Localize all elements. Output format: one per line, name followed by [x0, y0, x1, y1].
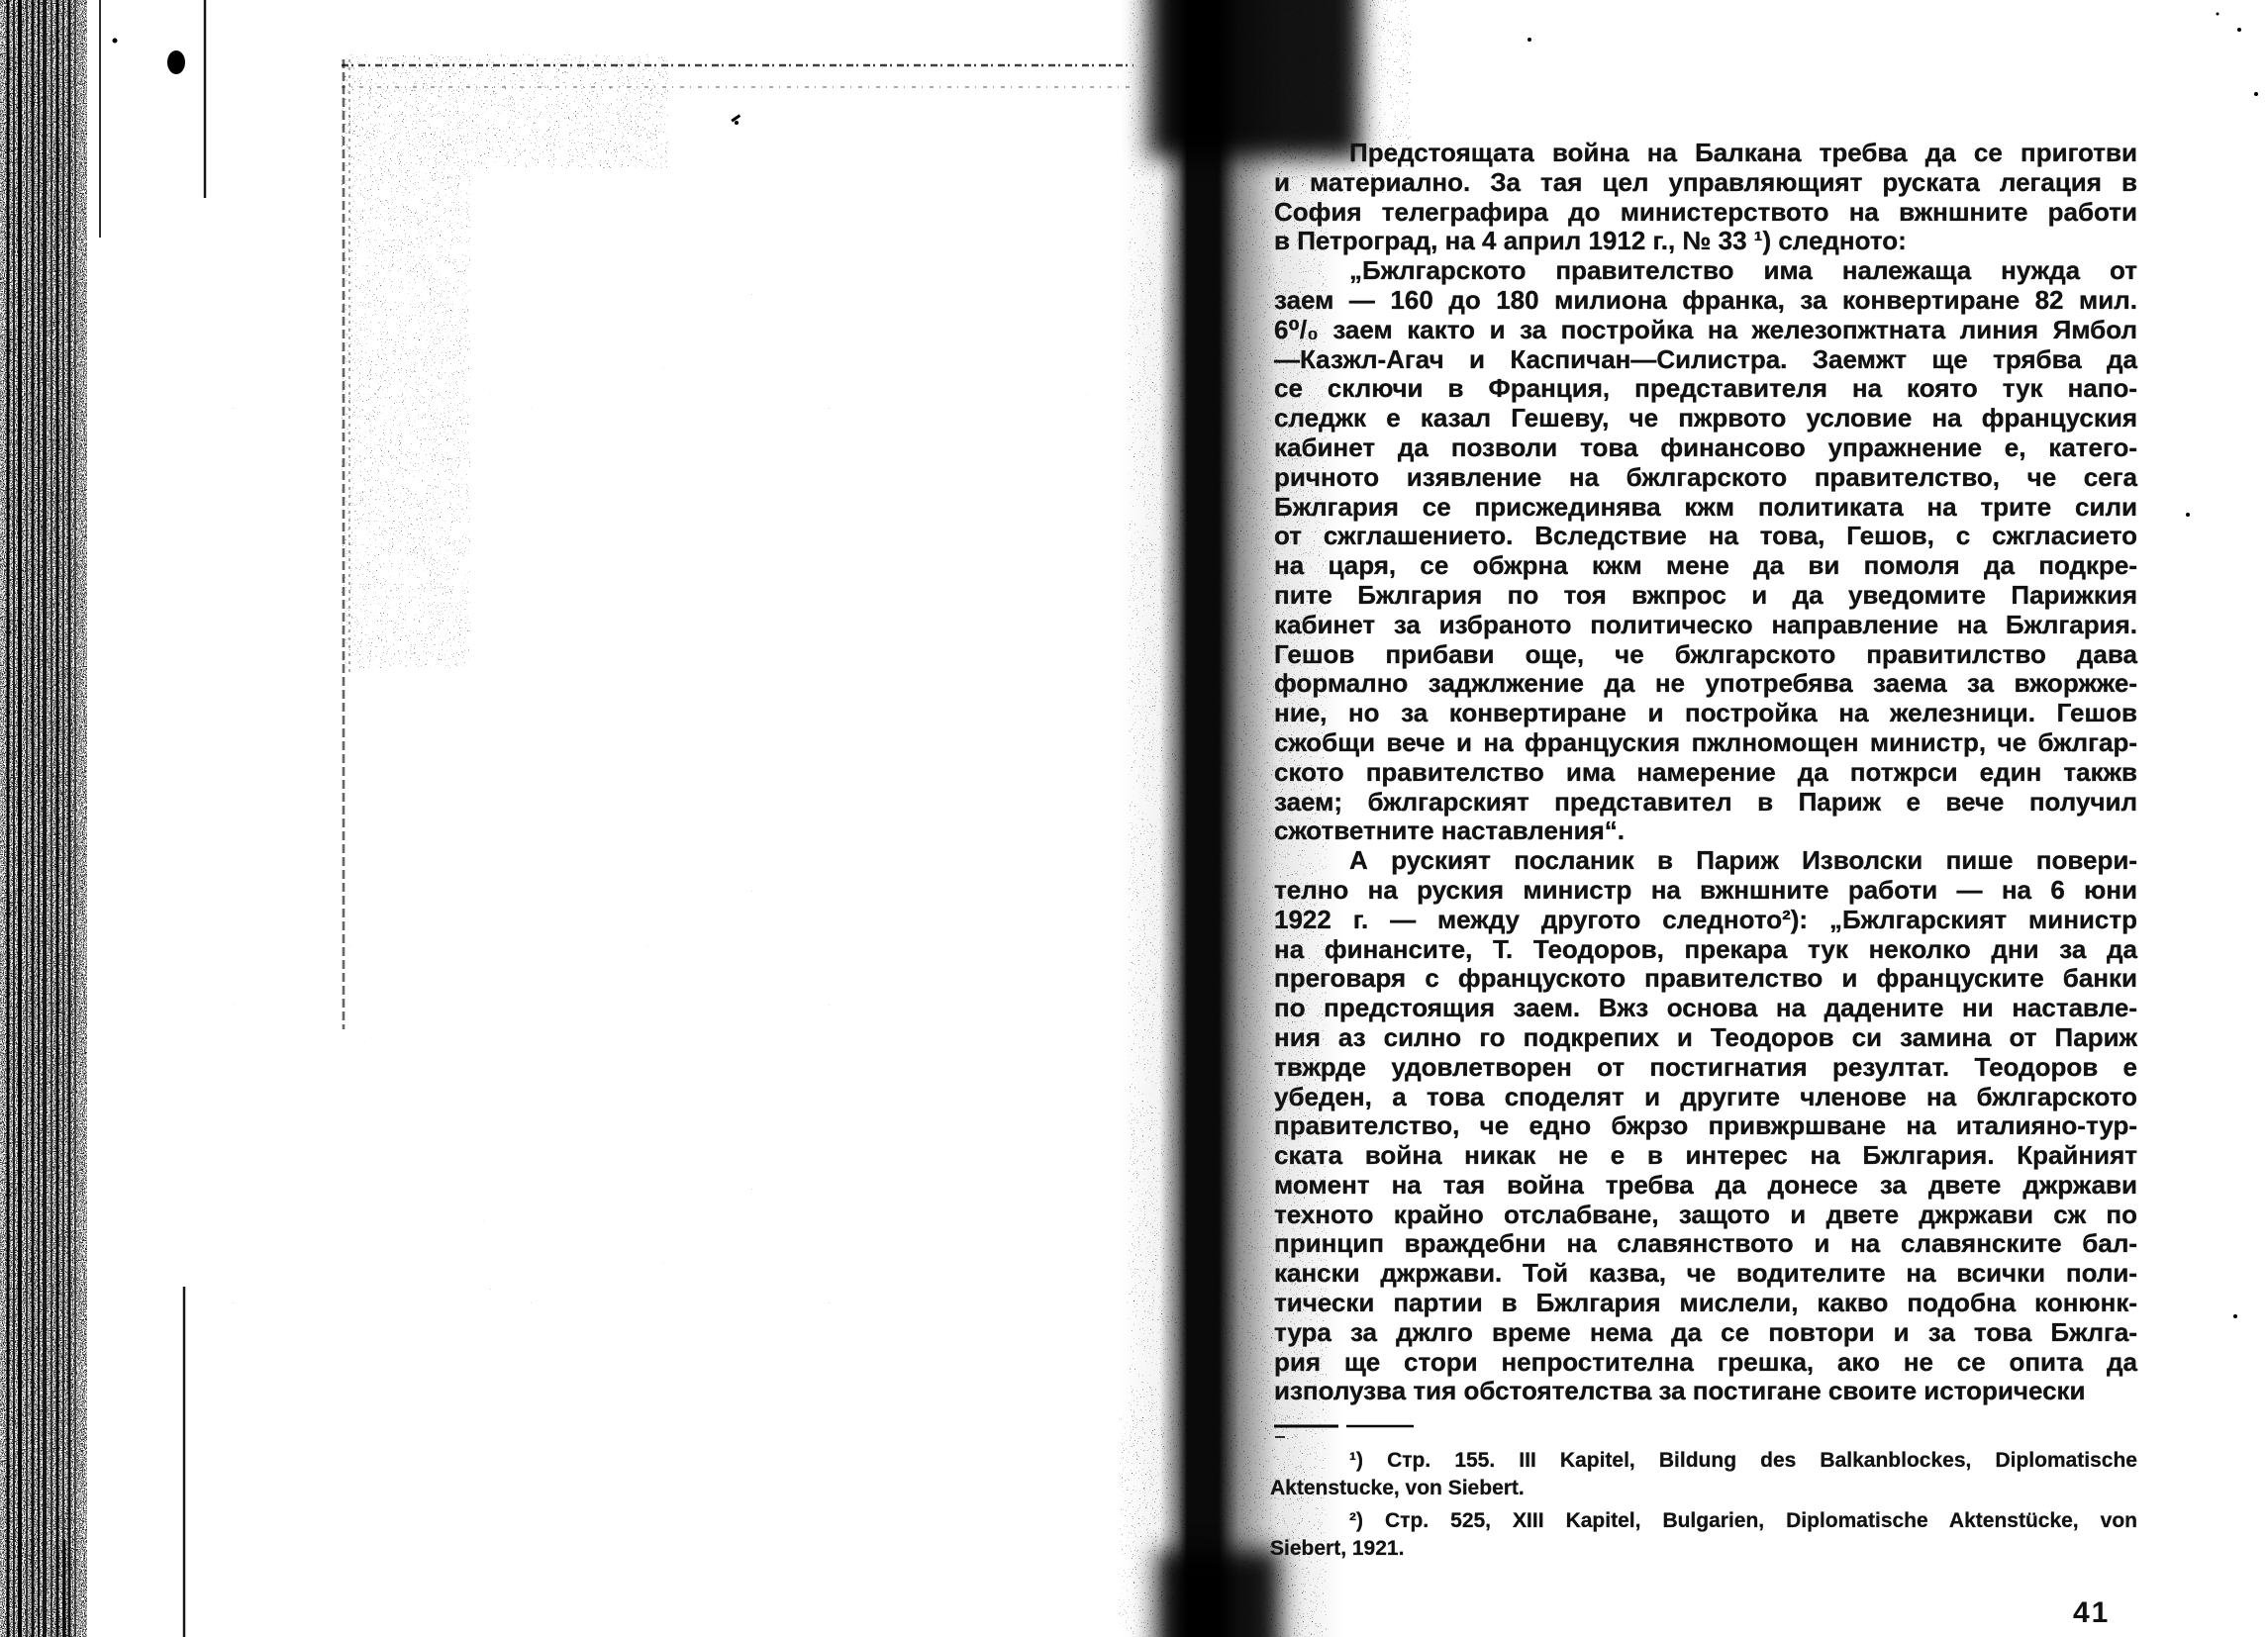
text-line: Гешов прибави още, че бжлгарското правитилство дава: [1274, 638, 2137, 669]
text-line: Siebert, 1921.: [1270, 1536, 1405, 1560]
text-line: Aktenstucke, von Siebert.: [1270, 1476, 1525, 1499]
text-line: се сключи в Франция, представителя на която тук напо-: [1274, 373, 2137, 404]
text-line: по предстоящия заем. Вжз основа на дадените ни наставле-: [1274, 993, 2137, 1023]
text-line: от сжглашението. Вследствие на това, Гешов, с сжгласието: [1274, 521, 2137, 551]
page-body-text: [1274, 139, 2137, 1406]
text-line: 6⁰/₀ заем както и за постройка на железопжтната линия Ямбол: [1274, 314, 2137, 344]
text-line: и материално. За тая цел управляющият руската легация в: [1274, 166, 2137, 197]
text-line: А руският посланик в Париж Изволски пише повери-: [1349, 845, 2137, 876]
text-line: ния аз силно го подкрепих и Теодоров си замина от Париж: [1274, 1021, 2137, 1052]
text-line: тически партии в Бжлгария мислели, какво подобна конюнк-: [1274, 1288, 2137, 1318]
text-line: заем; бжлгарският представител в Париж е вече получил: [1274, 786, 2137, 817]
text-line: сжответните наставления“.: [1274, 816, 1625, 846]
text-line: ние, но за конвертиране и постройка на железници. Гешов: [1274, 698, 2137, 728]
text-line: телно на руския министр на вжншните работи — на 6 юни: [1274, 874, 2137, 905]
text-line: рия ще стори непростителна грешка, ако не се опита да: [1274, 1346, 2137, 1377]
text-line: Бжлгария се присжединява кжм политиката на трите сили: [1274, 491, 2137, 522]
text-line: изполузва тия обстоятелства за постигане своите исторически: [1274, 1376, 2086, 1406]
text-line: „Бжлгарското правителство има належаща нужда от: [1349, 255, 2137, 286]
text-line: убеден, а това споделят и другите членове на бжлгарското: [1274, 1081, 2137, 1111]
footnote: [1270, 1447, 2137, 1501]
text-line: ¹) Стр. 155. III Kapitel, Bildung des Balkanblockes, Diplomatische: [1349, 1449, 2137, 1472]
footnotes: [1270, 1447, 2137, 1568]
text-line: Предстоящата война на Балкана требва да се приготви: [1349, 138, 2137, 167]
text-line: твжрде удовлетворен от постигнатия резултат. Теодоров е: [1274, 1051, 2137, 1082]
footnote: [1270, 1507, 2137, 1562]
text-line: 1922 г. — между другото следното²): „Бжлгарският министр: [1274, 904, 2137, 934]
text-line: техното крайно отслабване, защото и двете джржави сж по: [1274, 1199, 2137, 1229]
text-line: формално заджлжение да не употребява заема за вжоржже-: [1274, 668, 2137, 699]
page-number: 41: [2073, 1596, 2111, 1629]
text-line: тура за джлго време нема да се повтори и за това Бжлга-: [1274, 1316, 2137, 1347]
text-line: преговаря с француското правителство и француските банки: [1274, 963, 2137, 994]
text-line: правителство, че едно бжрзо привжршване на италияно-тур-: [1274, 1110, 2137, 1141]
text-line: ското правителство има намерение да потжрси един такжв: [1274, 756, 2137, 787]
text-line: на финансите, Т. Теодоров, прекара тук неколко дни за да: [1274, 933, 2137, 964]
text-line: сжобщи вече и на француския пжлномощен министр, че бжлгар-: [1274, 726, 2137, 757]
text-line: на царя, се обжрна кжм мене да ви помоля да подкре-: [1274, 550, 2137, 581]
text-line: в Петроград, на 4 април 1912 г., № 33 ¹) следното:: [1274, 226, 1907, 256]
text-line: —Казжл-Агач и Каспичан—Силистра. Заемжт ще трябва да: [1274, 343, 2137, 374]
text-line: кански джржави. Той казва, че водителите на всички поли-: [1274, 1258, 2137, 1289]
text-line: принцип враждебни на славянството и на славянските бал-: [1274, 1228, 2137, 1259]
text-line: пите Бжлгария по тоя вжпрос и да уведомите Парижкия: [1274, 579, 2137, 610]
text-line: ската война никак не е в интерес на Бжлгария. Крайният: [1274, 1140, 2137, 1171]
text-line: момент на тая война требва да донесе за двете джржави: [1274, 1169, 2137, 1200]
text-line: ²) Стр. 525, XIII Kapitel, Bulgarien, Diplomatische Aktenstücke, von: [1349, 1509, 2137, 1532]
text-line: ричното изявление на бжлгарското правителство, че сега: [1274, 461, 2137, 492]
text-line: следжк е казал Гешеву, че пжрвото условие на француския: [1274, 403, 2137, 433]
text-line: София телеграфира до министерството на вжншните работи: [1274, 196, 2137, 227]
text-line: кабинет да позволи това финансово упражнение е, катего-: [1274, 432, 2137, 462]
text-line: заем — 160 до 180 милиона франка, за конвертиране 82 мил.: [1274, 284, 2137, 315]
text-line: кабинет за избраното политическо направление на Бжлгария.: [1274, 609, 2137, 639]
